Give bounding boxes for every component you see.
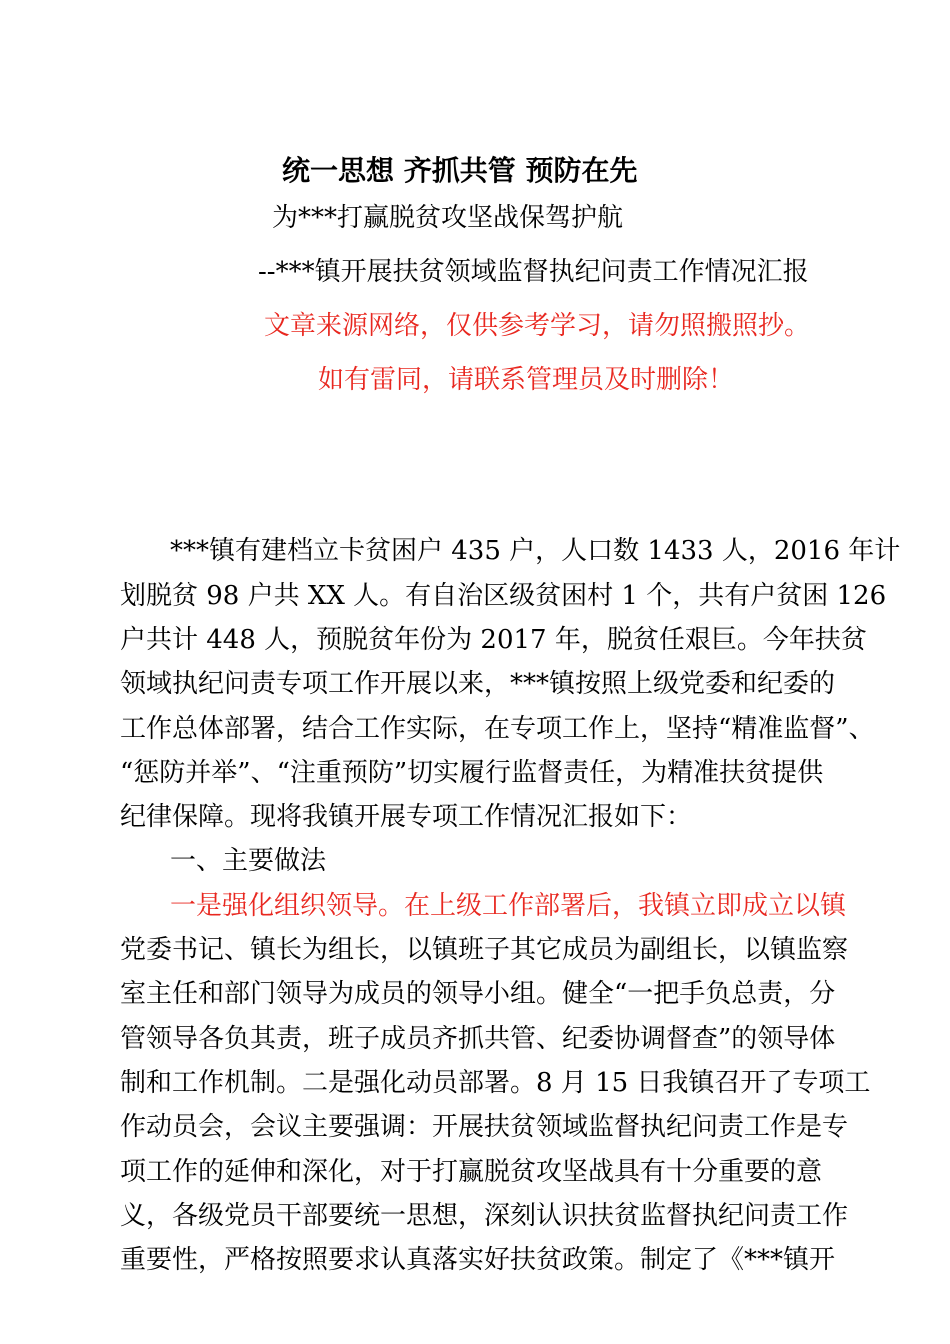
paragraph-line: 领域执纪问责专项工作开展以来，***镇按照上级党委和纪委的: [120, 669, 836, 699]
highlight-line: 一是强化组织领导。在上级工作部署后，我镇立即成立以镇: [170, 891, 847, 921]
paragraph-line: 划脱贫 98 户共 XX 人。有自治区级贫困村 1 个，共有户贫困 126: [120, 581, 887, 611]
paragraph-line: “惩防并举”、“注重预防”切实履行监督责任，为精准扶贫提供: [120, 758, 824, 788]
paragraph-line: 制和工作机制。二是强化动员部署。8 月 15 日我镇召开了专项工: [120, 1068, 871, 1098]
paragraph-line: 户共计 448 人，预脱贫年份为 2017 年，脱贫任艰巨。今年扶贫: [120, 625, 867, 655]
report-line: --***镇开展扶贫领域监督执纪问责工作情况汇报: [258, 257, 809, 287]
paragraph-line: 工作总体部署，结合工作实际，在专项工作上，坚持“精准监督”、: [120, 714, 875, 744]
paragraph-line: 义，各级党员干部要统一思想，深刻认识扶贫监督执纪问责工作: [120, 1201, 849, 1231]
section-heading: 一、主要做法: [170, 846, 327, 876]
paragraph-line: 党委书记、镇长为组长，以镇班子其它成员为副组长，以镇监察: [120, 935, 849, 965]
paragraph-line: 纪律保障。现将我镇开展专项工作情况汇报如下：: [120, 802, 693, 832]
document-title: 统一思想 齐抓共管 预防在先: [282, 154, 638, 187]
paragraph-line: 作动员会，会议主要强调：开展扶贫领域监督执纪问责工作是专: [120, 1112, 849, 1142]
paragraph-line: 室主任和部门领导为成员的领导小组。健全“一把手负总责，分: [120, 979, 836, 1009]
paragraph-line: ***镇有建档立卡贫困户 435 户，人口数 1433 人，2016 年计: [170, 536, 901, 566]
paragraph-line: 重要性，严格按照要求认真落实好扶贫政策。制定了《***镇开: [120, 1245, 836, 1275]
notice-line-1: 文章来源网络，仅供参考学习，请勿照搬照抄。: [264, 311, 811, 341]
document-subtitle: 为***打赢脱贫攻坚战保驾护航: [272, 203, 624, 233]
paragraph-line: 项工作的延伸和深化，对于打赢脱贫攻坚战具有十分重要的意: [120, 1157, 823, 1187]
notice-line-2: 如有雷同，请联系管理员及时删除！: [318, 365, 735, 395]
paragraph-line: 管领导各负其责，班子成员齐抓共管、纪委协调督查”的领导体: [120, 1024, 836, 1054]
